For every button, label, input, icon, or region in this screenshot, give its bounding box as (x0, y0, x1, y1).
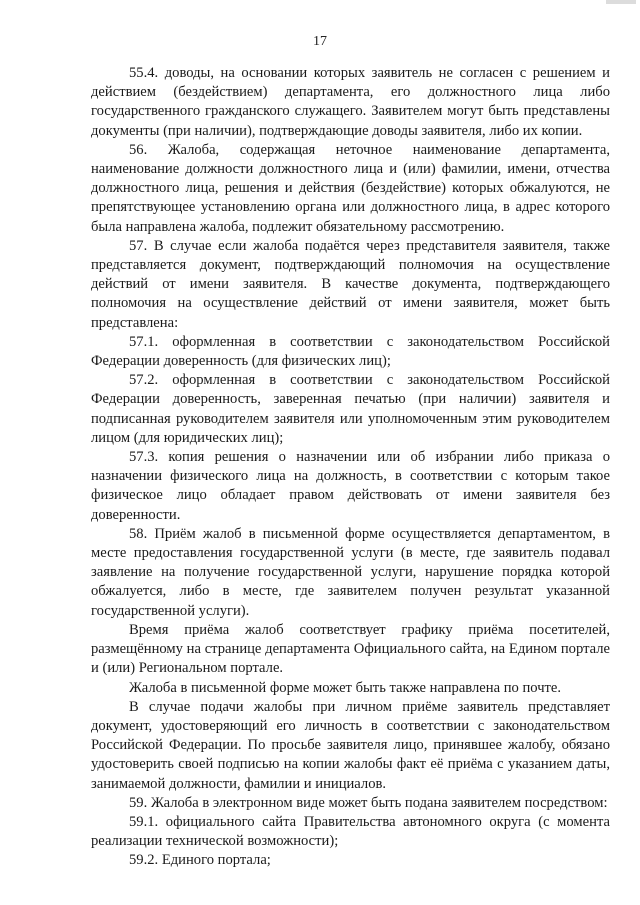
paragraph-reception-time: Время приёма жалоб соответствует графику приёма посетителей, размещённому на странице департамента Официального сайта, на Едином портале и (или) Региональном портале. (91, 621, 610, 677)
document-body (91, 64, 610, 871)
page-number: 17 (313, 34, 327, 49)
paragraph-57-1: 57.1. оформленная в соответствии с законодательством Российской Федерации доверенность (для физических лиц); (91, 333, 610, 370)
paragraph-55-4: 55.4. доводы, на основании которых заявитель не согласен с решением и действием (бездействием) департамента, его должностного лица либо государственного гражданского служащего. Заявителем могут быть представлены документы (при наличии), подтверждающие доводы заявителя, либо их копии. (91, 65, 610, 139)
paragraph-59-2: 59.2. Единого портала; (129, 852, 271, 869)
paragraph-58: 58. Приём жалоб в письменной форме осуществляется департаментом, в месте предоставления государственной услуги (в месте, где заявитель подавал заявление на получение государственной услуги, нарушение порядка которой обжалуется, либо в месте, где заявителем получен результат указанной государственной услуги). (91, 525, 610, 619)
scan-edge-mark (606, 0, 636, 4)
paragraph-mail-submission: Жалоба в письменной форме может быть также направлена по почте. (129, 679, 562, 696)
paragraph-personal-submission: В случае подачи жалобы при личном приёме заявитель представляет документ, удостоверяющий его личность в соответствии с законодательством Российской Федерации. По просьбе заявителя лицо, принявшее жалобу, обязано удостоверить своей подписью на копии жалобы факт её приёма с указанием даты, занимаемой должности, фамилии и инициалов. (91, 698, 610, 792)
paragraph-57-3: 57.3. копия решения о назначении или об избрании либо приказа о назначении физического лица на должность, в соответствии с которым такое физическое лицо обладает правом действовать от имени заявителя без доверенности. (91, 449, 610, 523)
paragraph-59: 59. Жалоба в электронном виде может быть подана заявителем посредством: (129, 794, 608, 811)
paragraph-57: 57. В случае если жалоба подаётся через представителя заявителя, также представляется документ, подтверждающий полномочия на осуществление действий от имени заявителя. В качестве документа, подтверждающего полномочия на осуществление действий от имени заявителя, может быть представлена: (91, 237, 610, 331)
paragraph-59-1: 59.1. официального сайта Правительства автономного округа (с момента реализации технической возможности); (91, 813, 610, 850)
paragraph-56: 56. Жалоба, содержащая неточное наименование департамента, наименование должности должностного лица и (или) фамилии, имени, отчества должностного лица, решения и действия (бездействие) которых обжалуются, не препятствующее установлению органа или должностного лица, в адрес которого была направлена жалоба, подлежит обязательному рассмотрению. (91, 141, 610, 235)
paragraph-57-2: 57.2. оформленная в соответствии с законодательством Российской Федерации доверенность, заверенная печатью (при наличии) заявителя и подписанная руководителем заявителя или уполномоченным этим руководителем лицом (для юридических лиц); (91, 372, 610, 446)
